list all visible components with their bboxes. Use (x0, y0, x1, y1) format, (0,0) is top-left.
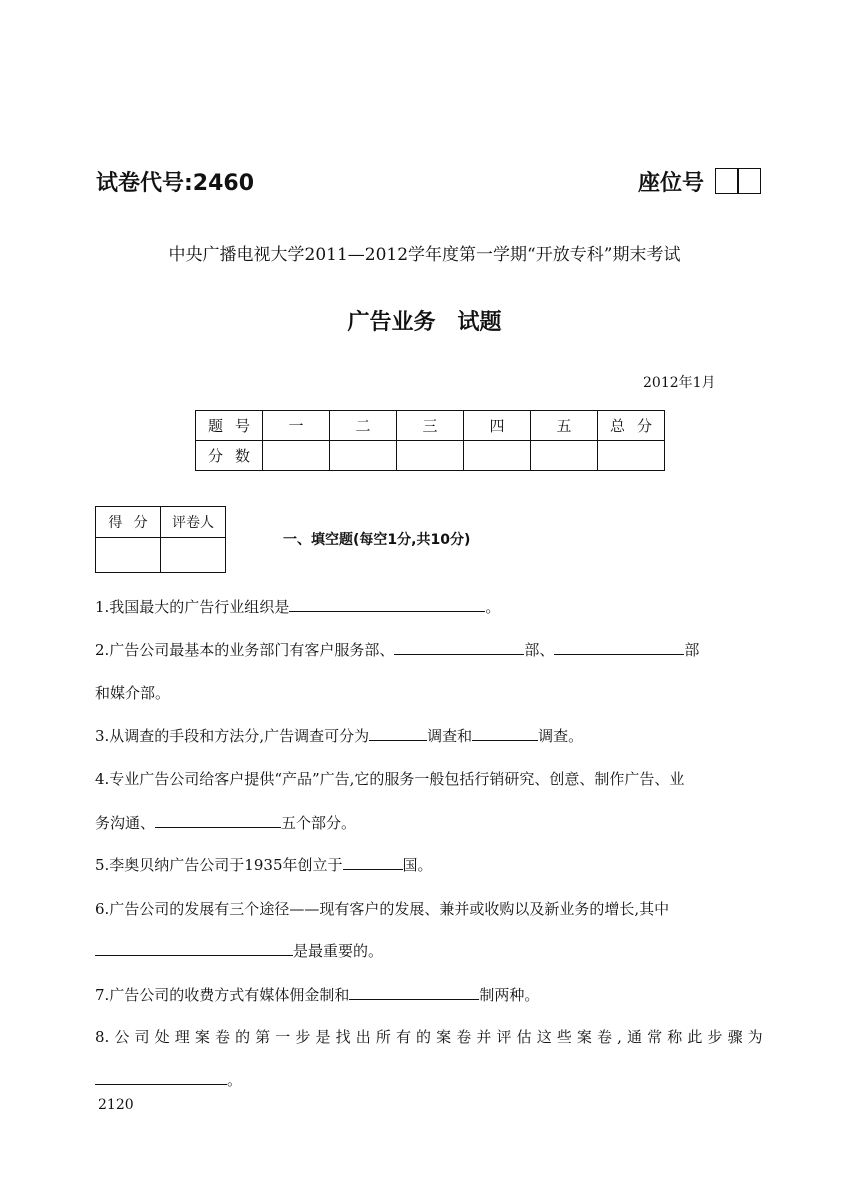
question-1-text: 1.我国最大的广告行业组织是 (95, 598, 290, 616)
question-8-char: 通 (627, 1028, 643, 1046)
answer-blank-1[interactable] (289, 597, 485, 612)
question-8-char: 此 (687, 1028, 703, 1046)
question-8-char: , (617, 1028, 622, 1046)
answer-blank-3b[interactable] (472, 726, 538, 741)
grader-table (95, 506, 226, 573)
question-8-char: 案 (194, 1028, 210, 1046)
question-1-end: 。 (485, 598, 501, 616)
score-cell-5[interactable] (531, 441, 598, 471)
answer-blank-7[interactable] (349, 985, 479, 1000)
score-cell-1[interactable] (263, 441, 330, 471)
grader-score-cell[interactable] (96, 538, 161, 573)
question-8-char: 骤 (727, 1028, 743, 1046)
exam-header: 中央广播电视大学2011—2012学年度第一学期“开放专科”期末考试 (168, 245, 681, 265)
question-8-char: 出 (355, 1028, 371, 1046)
score-table-col-5: 五 (531, 411, 598, 441)
score-cell-3[interactable] (397, 441, 464, 471)
question-8-char: 常 (647, 1028, 663, 1046)
paper-title: 广告业务 试题 (347, 310, 502, 335)
score-table-row1-label: 题号 (196, 411, 263, 441)
question-8-char: 案 (436, 1028, 452, 1046)
question-8-char: 一 (275, 1028, 291, 1046)
question-8-char: 估 (516, 1028, 532, 1046)
question-2 (95, 640, 763, 660)
question-2-continued: 和媒介部。 (95, 684, 171, 702)
question-3-end: 调查。 (538, 727, 584, 745)
question-7 (95, 985, 763, 1005)
score-table-header-row (196, 411, 665, 441)
question-6: 6.广告公司的发展有三个途径——现有客户的发展、兼并或收购以及新业务的增长,其中 (95, 900, 670, 918)
question-4: 4.专业广告公司给客户提供“产品”广告,它的服务一般包括行销研究、创意、制作广告、业 (95, 770, 685, 788)
question-8-char: 处 (154, 1028, 170, 1046)
question-1 (95, 597, 763, 617)
question-8 (95, 1027, 763, 1047)
score-table-col-1: 一 (263, 411, 330, 441)
score-table-score-row (196, 441, 665, 471)
score-cell-2[interactable] (330, 441, 397, 471)
score-table-col-total: 总分 (598, 411, 665, 441)
page-number: 2120 (98, 1097, 134, 1113)
question-8-char: 有 (395, 1028, 411, 1046)
question-8-char: 第 (255, 1028, 271, 1046)
question-8-char: 卷 (597, 1028, 613, 1046)
answer-blank-3a[interactable] (369, 726, 427, 741)
question-8-char: 并 (476, 1028, 492, 1046)
question-8-char: 些 (556, 1028, 572, 1046)
question-8-char: 找 (335, 1028, 351, 1046)
question-8-char: 的 (416, 1028, 432, 1046)
question-4-continued (95, 813, 763, 833)
question-5-text: 5.李奥贝纳广告公司于1935年创立于 (95, 856, 343, 874)
question-8-char: 这 (536, 1028, 552, 1046)
answer-blank-6[interactable] (95, 941, 293, 956)
score-table-row2-label: 分数 (196, 441, 263, 471)
answer-blank-4[interactable] (155, 813, 281, 828)
question-5-end: 国。 (402, 856, 433, 874)
seat-number-label: 座位号 (638, 171, 705, 196)
grader-table-header-row (96, 507, 226, 538)
question-8-char: 8. (95, 1028, 110, 1046)
question-8-char: 卷 (456, 1028, 472, 1046)
question-7-end: 制两种。 (479, 986, 540, 1004)
question-8-char: 所 (375, 1028, 391, 1046)
question-3 (95, 726, 763, 746)
question-5 (95, 855, 763, 875)
question-8-char: 的 (235, 1028, 251, 1046)
question-8-end: 。 (227, 1071, 243, 1089)
question-8-char: 是 (315, 1028, 331, 1046)
question-2-end: 部 (684, 641, 700, 659)
question-8-char: 卷 (214, 1028, 230, 1046)
question-8-char: 案 (576, 1028, 592, 1046)
question-8-char: 为 (747, 1028, 763, 1046)
score-table-col-4: 四 (464, 411, 531, 441)
grader-table-input-row (96, 538, 226, 573)
question-8-char: 评 (496, 1028, 512, 1046)
question-6-continued (95, 941, 763, 961)
question-8-char: 称 (667, 1028, 683, 1046)
question-6-end: 是最重要的。 (293, 942, 384, 960)
score-table-col-3: 三 (397, 411, 464, 441)
exam-date: 2012年1月 (643, 375, 716, 391)
answer-blank-8[interactable] (95, 1070, 227, 1085)
answer-blank-5[interactable] (343, 855, 403, 870)
seat-box-2[interactable] (737, 168, 761, 194)
question-2-text: 2.广告公司最基本的业务部门有客户服务部、 (95, 641, 395, 659)
score-summary-table (195, 410, 665, 471)
question-8-char: 步 (295, 1028, 311, 1046)
question-4-end: 五个部分。 (281, 814, 357, 832)
question-8-continued (95, 1070, 763, 1090)
score-table-col-2: 二 (330, 411, 397, 441)
question-3-text: 3.从调查的手段和方法分,广告调查可分为 (95, 727, 370, 745)
question-8-char: 公 (114, 1028, 130, 1046)
question-4-text: 务沟通、 (95, 814, 156, 832)
score-cell-total[interactable] (598, 441, 665, 471)
answer-blank-2a[interactable] (394, 640, 524, 655)
question-8-char: 步 (707, 1028, 723, 1046)
question-8-char: 理 (174, 1028, 190, 1046)
question-7-text: 7.广告公司的收费方式有媒体佣金制和 (95, 986, 350, 1004)
section-title: 一、填空题(每空1分,共10分) (283, 532, 471, 548)
score-cell-4[interactable] (464, 441, 531, 471)
question-3-mid: 调查和 (427, 727, 473, 745)
question-2-mid: 部、 (524, 641, 555, 659)
seat-box-1[interactable] (715, 168, 739, 194)
grader-score-label: 得分 (96, 507, 161, 538)
answer-blank-2b[interactable] (554, 640, 684, 655)
grader-name-cell[interactable] (161, 538, 226, 573)
seat-number-boxes[interactable] (716, 168, 761, 194)
exam-code: 试卷代号:2460 (96, 171, 255, 196)
question-8-char: 司 (134, 1028, 150, 1046)
grader-name-label: 评卷人 (161, 507, 226, 538)
